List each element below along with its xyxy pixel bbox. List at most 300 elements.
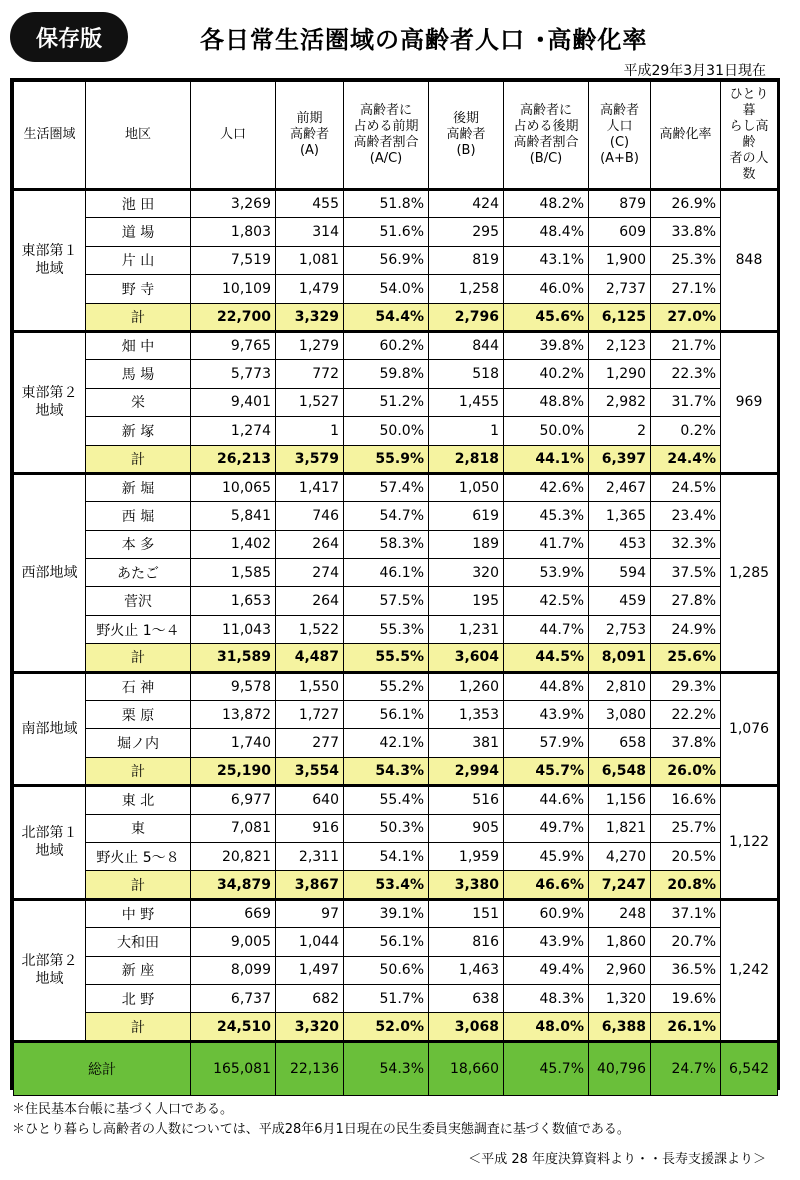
value-cell: 9,765 [191,331,276,359]
footnote: ＊住民基本台帳に基づく人口である。 [12,1102,234,1117]
value-cell: 16.6% [651,786,721,814]
value-cell: 3,269 [191,190,276,218]
subtotal-cell: 26.1% [651,1013,721,1041]
subtotal-cell: 45.6% [504,303,589,331]
district-cell: 西 堀 [86,502,191,530]
value-cell: 314 [276,218,344,246]
grand-total-cell: 22,136 [276,1041,344,1095]
table-row [14,956,778,984]
value-cell: 1,522 [276,615,344,643]
subtotal-cell: 25,190 [191,757,276,785]
solo-elderly-cell: 1,285 [721,473,778,672]
value-cell: 10,109 [191,275,276,303]
value-cell: 1,860 [589,928,651,956]
value-cell: 1,402 [191,530,276,558]
value-cell: 1,050 [429,473,504,501]
value-cell: 1,081 [276,246,344,274]
value-cell: 1,156 [589,786,651,814]
subtotal-cell: 52.0% [344,1013,429,1041]
value-cell: 1,044 [276,928,344,956]
value-cell: 43.1% [504,246,589,274]
subtotal-cell: 7,247 [589,871,651,899]
value-cell: 43.9% [504,928,589,956]
value-cell: 638 [429,984,504,1012]
district-cell: 菅沢 [86,587,191,615]
value-cell: 33.8% [651,218,721,246]
subtotal-cell: 24,510 [191,1013,276,1041]
subtotal-cell: 6,388 [589,1013,651,1041]
value-cell: 453 [589,530,651,558]
value-cell: 682 [276,984,344,1012]
value-cell: 2,737 [589,275,651,303]
value-cell: 58.3% [344,530,429,558]
value-cell: 640 [276,786,344,814]
district-cell: 野火止 5～８ [86,842,191,870]
table-row [14,360,778,388]
solo-elderly-cell: 1,242 [721,899,778,1041]
value-cell: 25.3% [651,246,721,274]
column-header: ひとり暮 らし高齢 者の人数 [721,82,778,190]
value-cell: 1,274 [191,417,276,445]
subtotal-row [14,1013,778,1041]
district-cell: 馬 場 [86,360,191,388]
column-header: 前期 高齢者 (A) [276,82,344,190]
subtotal-cell: 27.0% [651,303,721,331]
subtotal-label: 計 [86,1013,191,1041]
value-cell: 516 [429,786,504,814]
value-cell: 55.4% [344,786,429,814]
table-row [14,275,778,303]
value-cell: 51.2% [344,388,429,416]
table-row [14,559,778,587]
value-cell: 42.5% [504,587,589,615]
subtotal-label: 計 [86,757,191,785]
column-header: 高齢者に 占める前期 高齢者割合 (A/C) [344,82,429,190]
subtotal-label: 計 [86,303,191,331]
value-cell: 54.0% [344,275,429,303]
value-cell: 20.7% [651,928,721,956]
value-cell: 50.3% [344,814,429,842]
value-cell: 1,727 [276,701,344,729]
value-cell: 39.1% [344,899,429,927]
value-cell: 1,585 [191,559,276,587]
value-cell: 669 [191,899,276,927]
subtotal-row [14,303,778,331]
value-cell: 26.9% [651,190,721,218]
value-cell: 11,043 [191,615,276,643]
value-cell: 1 [276,417,344,445]
column-header: 高齢者に 占める後期 高齢者割合 (B/C) [504,82,589,190]
value-cell: 9,005 [191,928,276,956]
value-cell: 57.5% [344,587,429,615]
value-cell: 5,773 [191,360,276,388]
value-cell: 36.5% [651,956,721,984]
grand-total-label: 総計 [14,1041,191,1095]
subtotal-cell: 24.4% [651,445,721,473]
value-cell: 44.8% [504,672,589,700]
grand-total-cell: 18,660 [429,1041,504,1095]
value-cell: 905 [429,814,504,842]
value-cell: 59.8% [344,360,429,388]
value-cell: 50.6% [344,956,429,984]
page-title: 各日常生活圏域の高齢者人口 ･高齢化率 [200,26,648,54]
table-row [14,786,778,814]
as-of-date: 平成29年3月31日現在 [623,63,766,79]
value-cell: 2,311 [276,842,344,870]
value-cell: 1,900 [589,246,651,274]
value-cell: 819 [429,246,504,274]
solo-elderly-cell: 969 [721,331,778,473]
value-cell: 46.0% [504,275,589,303]
subtotal-cell: 22,700 [191,303,276,331]
district-cell: 石 神 [86,672,191,700]
value-cell: 27.8% [651,587,721,615]
value-cell: 772 [276,360,344,388]
value-cell: 264 [276,530,344,558]
value-cell: 22.3% [651,360,721,388]
subtotal-row [14,644,778,672]
value-cell: 24.9% [651,615,721,643]
value-cell: 518 [429,360,504,388]
district-cell: 新 堀 [86,473,191,501]
value-cell: 151 [429,899,504,927]
value-cell: 97 [276,899,344,927]
subtotal-cell: 34,879 [191,871,276,899]
district-cell: 中 野 [86,899,191,927]
value-cell: 51.7% [344,984,429,1012]
value-cell: 40.2% [504,360,589,388]
value-cell: 51.6% [344,218,429,246]
district-cell: 堀ノ内 [86,729,191,757]
population-table-frame [10,78,780,1090]
grand-total-cell: 45.7% [504,1041,589,1095]
subtotal-cell: 54.4% [344,303,429,331]
value-cell: 248 [589,899,651,927]
subtotal-cell: 3,554 [276,757,344,785]
value-cell: 816 [429,928,504,956]
area-name-cell: 南部地域 [14,672,86,786]
value-cell: 459 [589,587,651,615]
value-cell: 60.9% [504,899,589,927]
value-cell: 844 [429,331,504,359]
subtotal-cell: 4,487 [276,644,344,672]
value-cell: 2,960 [589,956,651,984]
value-cell: 1,479 [276,275,344,303]
subtotal-cell: 3,579 [276,445,344,473]
value-cell: 1,260 [429,672,504,700]
value-cell: 37.8% [651,729,721,757]
subtotal-cell: 53.4% [344,871,429,899]
value-cell: 2,123 [589,331,651,359]
subtotal-cell: 8,091 [589,644,651,672]
value-cell: 2,982 [589,388,651,416]
value-cell: 53.9% [504,559,589,587]
value-cell: 49.4% [504,956,589,984]
value-cell: 44.6% [504,786,589,814]
value-cell: 658 [589,729,651,757]
value-cell: 51.8% [344,190,429,218]
value-cell: 46.1% [344,559,429,587]
value-cell: 295 [429,218,504,246]
district-cell: 池 田 [86,190,191,218]
value-cell: 39.8% [504,331,589,359]
value-cell: 1,527 [276,388,344,416]
table-row [14,984,778,1012]
district-cell: 新 座 [86,956,191,984]
subtotal-cell: 55.9% [344,445,429,473]
district-cell: 畑 中 [86,331,191,359]
table-row [14,928,778,956]
value-cell: 10,065 [191,473,276,501]
value-cell: 13,872 [191,701,276,729]
district-cell: 栗 原 [86,701,191,729]
value-cell: 48.4% [504,218,589,246]
value-cell: 55.2% [344,672,429,700]
value-cell: 22.2% [651,701,721,729]
table-row [14,842,778,870]
table-row [14,388,778,416]
value-cell: 24.5% [651,473,721,501]
grand-total-cell: 6,542 [721,1041,778,1095]
value-cell: 29.3% [651,672,721,700]
table-row [14,246,778,274]
value-cell: 879 [589,190,651,218]
district-cell: 片 山 [86,246,191,274]
value-cell: 50.0% [344,417,429,445]
elderly-population-table [13,81,778,1096]
value-cell: 32.3% [651,530,721,558]
value-cell: 424 [429,190,504,218]
value-cell: 9,578 [191,672,276,700]
value-cell: 619 [429,502,504,530]
value-cell: 21.7% [651,331,721,359]
district-cell: 野 寺 [86,275,191,303]
subtotal-cell: 44.1% [504,445,589,473]
subtotal-cell: 44.5% [504,644,589,672]
subtotal-label: 計 [86,644,191,672]
subtotal-cell: 55.5% [344,644,429,672]
value-cell: 44.7% [504,615,589,643]
subtotal-row [14,757,778,785]
value-cell: 1,320 [589,984,651,1012]
value-cell: 56.1% [344,928,429,956]
subtotal-cell: 26,213 [191,445,276,473]
value-cell: 1,821 [589,814,651,842]
table-row [14,530,778,558]
table-row [14,417,778,445]
value-cell: 274 [276,559,344,587]
value-cell: 55.3% [344,615,429,643]
value-cell: 277 [276,729,344,757]
district-cell: 大和田 [86,928,191,956]
value-cell: 43.9% [504,701,589,729]
table-body [14,190,778,1096]
value-cell: 594 [589,559,651,587]
value-cell: 1,279 [276,331,344,359]
value-cell: 1,365 [589,502,651,530]
footnote: ＊ひとり暮らし高齢者の人数については、平成28年6月1日現在の民生委員実態調査に基づく数値である。 [12,1122,630,1137]
value-cell: 1,740 [191,729,276,757]
subtotal-cell: 3,320 [276,1013,344,1041]
value-cell: 56.1% [344,701,429,729]
subtotal-cell: 2,818 [429,445,504,473]
value-cell: 264 [276,587,344,615]
solo-elderly-cell: 848 [721,190,778,332]
grand-total-cell: 165,081 [191,1041,276,1095]
value-cell: 23.4% [651,502,721,530]
table-row [14,814,778,842]
subtotal-cell: 6,548 [589,757,651,785]
value-cell: 7,519 [191,246,276,274]
value-cell: 2,467 [589,473,651,501]
value-cell: 4,270 [589,842,651,870]
column-header: 高齢者 人口 (C) (A+B) [589,82,651,190]
column-header: 人口 [191,82,276,190]
table-row [14,701,778,729]
value-cell: 7,081 [191,814,276,842]
value-cell: 1,959 [429,842,504,870]
district-cell: 栄 [86,388,191,416]
table-row [14,190,778,218]
value-cell: 1,463 [429,956,504,984]
column-header: 地区 [86,82,191,190]
value-cell: 31.7% [651,388,721,416]
table-row [14,218,778,246]
table-row [14,899,778,927]
saved-version-badge: 保存版 [10,12,128,62]
value-cell: 37.1% [651,899,721,927]
value-cell: 455 [276,190,344,218]
value-cell: 320 [429,559,504,587]
value-cell: 48.8% [504,388,589,416]
grand-total-cell: 40,796 [589,1041,651,1095]
subtotal-cell: 6,397 [589,445,651,473]
value-cell: 1,803 [191,218,276,246]
subtotal-cell: 2,994 [429,757,504,785]
area-name-cell: 東部第２ 地域 [14,331,86,473]
subtotal-cell: 3,604 [429,644,504,672]
value-cell: 25.7% [651,814,721,842]
header-row [14,82,778,190]
footnotes [12,1100,630,1140]
subtotal-cell: 48.0% [504,1013,589,1041]
column-header: 後期 高齢者 (B) [429,82,504,190]
column-header: 生活圏域 [14,82,86,190]
value-cell: 42.6% [504,473,589,501]
subtotal-cell: 3,867 [276,871,344,899]
value-cell: 1 [429,417,504,445]
district-cell: 東 北 [86,786,191,814]
table-row [14,729,778,757]
value-cell: 2,810 [589,672,651,700]
value-cell: 27.1% [651,275,721,303]
area-name-cell: 北部第１ 地域 [14,786,86,900]
district-cell: 野火止 1～４ [86,615,191,643]
area-name-cell: 北部第２ 地域 [14,899,86,1041]
column-header: 高齢化率 [651,82,721,190]
subtotal-cell: 25.6% [651,644,721,672]
subtotal-label: 計 [86,871,191,899]
value-cell: 20,821 [191,842,276,870]
solo-elderly-cell: 1,122 [721,786,778,900]
district-cell: 本 多 [86,530,191,558]
table-row [14,615,778,643]
value-cell: 54.1% [344,842,429,870]
subtotal-cell: 3,329 [276,303,344,331]
value-cell: 0.2% [651,417,721,445]
value-cell: 5,841 [191,502,276,530]
table-row [14,331,778,359]
value-cell: 1,258 [429,275,504,303]
value-cell: 8,099 [191,956,276,984]
value-cell: 41.7% [504,530,589,558]
value-cell: 2 [589,417,651,445]
value-cell: 2,753 [589,615,651,643]
value-cell: 60.2% [344,331,429,359]
value-cell: 6,977 [191,786,276,814]
subtotal-row [14,871,778,899]
table-row [14,672,778,700]
value-cell: 916 [276,814,344,842]
grand-total-cell: 54.3% [344,1041,429,1095]
value-cell: 189 [429,530,504,558]
grand-total-row [14,1041,778,1095]
value-cell: 49.7% [504,814,589,842]
value-cell: 20.5% [651,842,721,870]
value-cell: 1,455 [429,388,504,416]
subtotal-cell: 31,589 [191,644,276,672]
area-name-cell: 西部地域 [14,473,86,672]
subtotal-cell: 26.0% [651,757,721,785]
value-cell: 37.5% [651,559,721,587]
district-cell: 北 野 [86,984,191,1012]
value-cell: 1,550 [276,672,344,700]
value-cell: 45.3% [504,502,589,530]
value-cell: 1,353 [429,701,504,729]
value-cell: 195 [429,587,504,615]
subtotal-cell: 46.6% [504,871,589,899]
value-cell: 56.9% [344,246,429,274]
value-cell: 57.4% [344,473,429,501]
value-cell: 1,497 [276,956,344,984]
grand-total-cell: 24.7% [651,1041,721,1095]
subtotal-cell: 3,380 [429,871,504,899]
value-cell: 57.9% [504,729,589,757]
value-cell: 45.9% [504,842,589,870]
district-cell: 新 塚 [86,417,191,445]
district-cell: 東 [86,814,191,842]
value-cell: 3,080 [589,701,651,729]
district-cell: あたご [86,559,191,587]
value-cell: 9,401 [191,388,276,416]
subtotal-cell: 2,796 [429,303,504,331]
table-row [14,473,778,501]
value-cell: 54.7% [344,502,429,530]
subtotal-cell: 6,125 [589,303,651,331]
table-row [14,502,778,530]
value-cell: 746 [276,502,344,530]
value-cell: 19.6% [651,984,721,1012]
subtotal-label: 計 [86,445,191,473]
source-note: ＜平成 28 年度決算資料より・・長寿支援課より＞ [468,1152,766,1167]
area-name-cell: 東部第１ 地域 [14,190,86,332]
value-cell: 1,417 [276,473,344,501]
subtotal-cell: 3,068 [429,1013,504,1041]
value-cell: 381 [429,729,504,757]
value-cell: 1,231 [429,615,504,643]
value-cell: 1,290 [589,360,651,388]
subtotal-row [14,445,778,473]
